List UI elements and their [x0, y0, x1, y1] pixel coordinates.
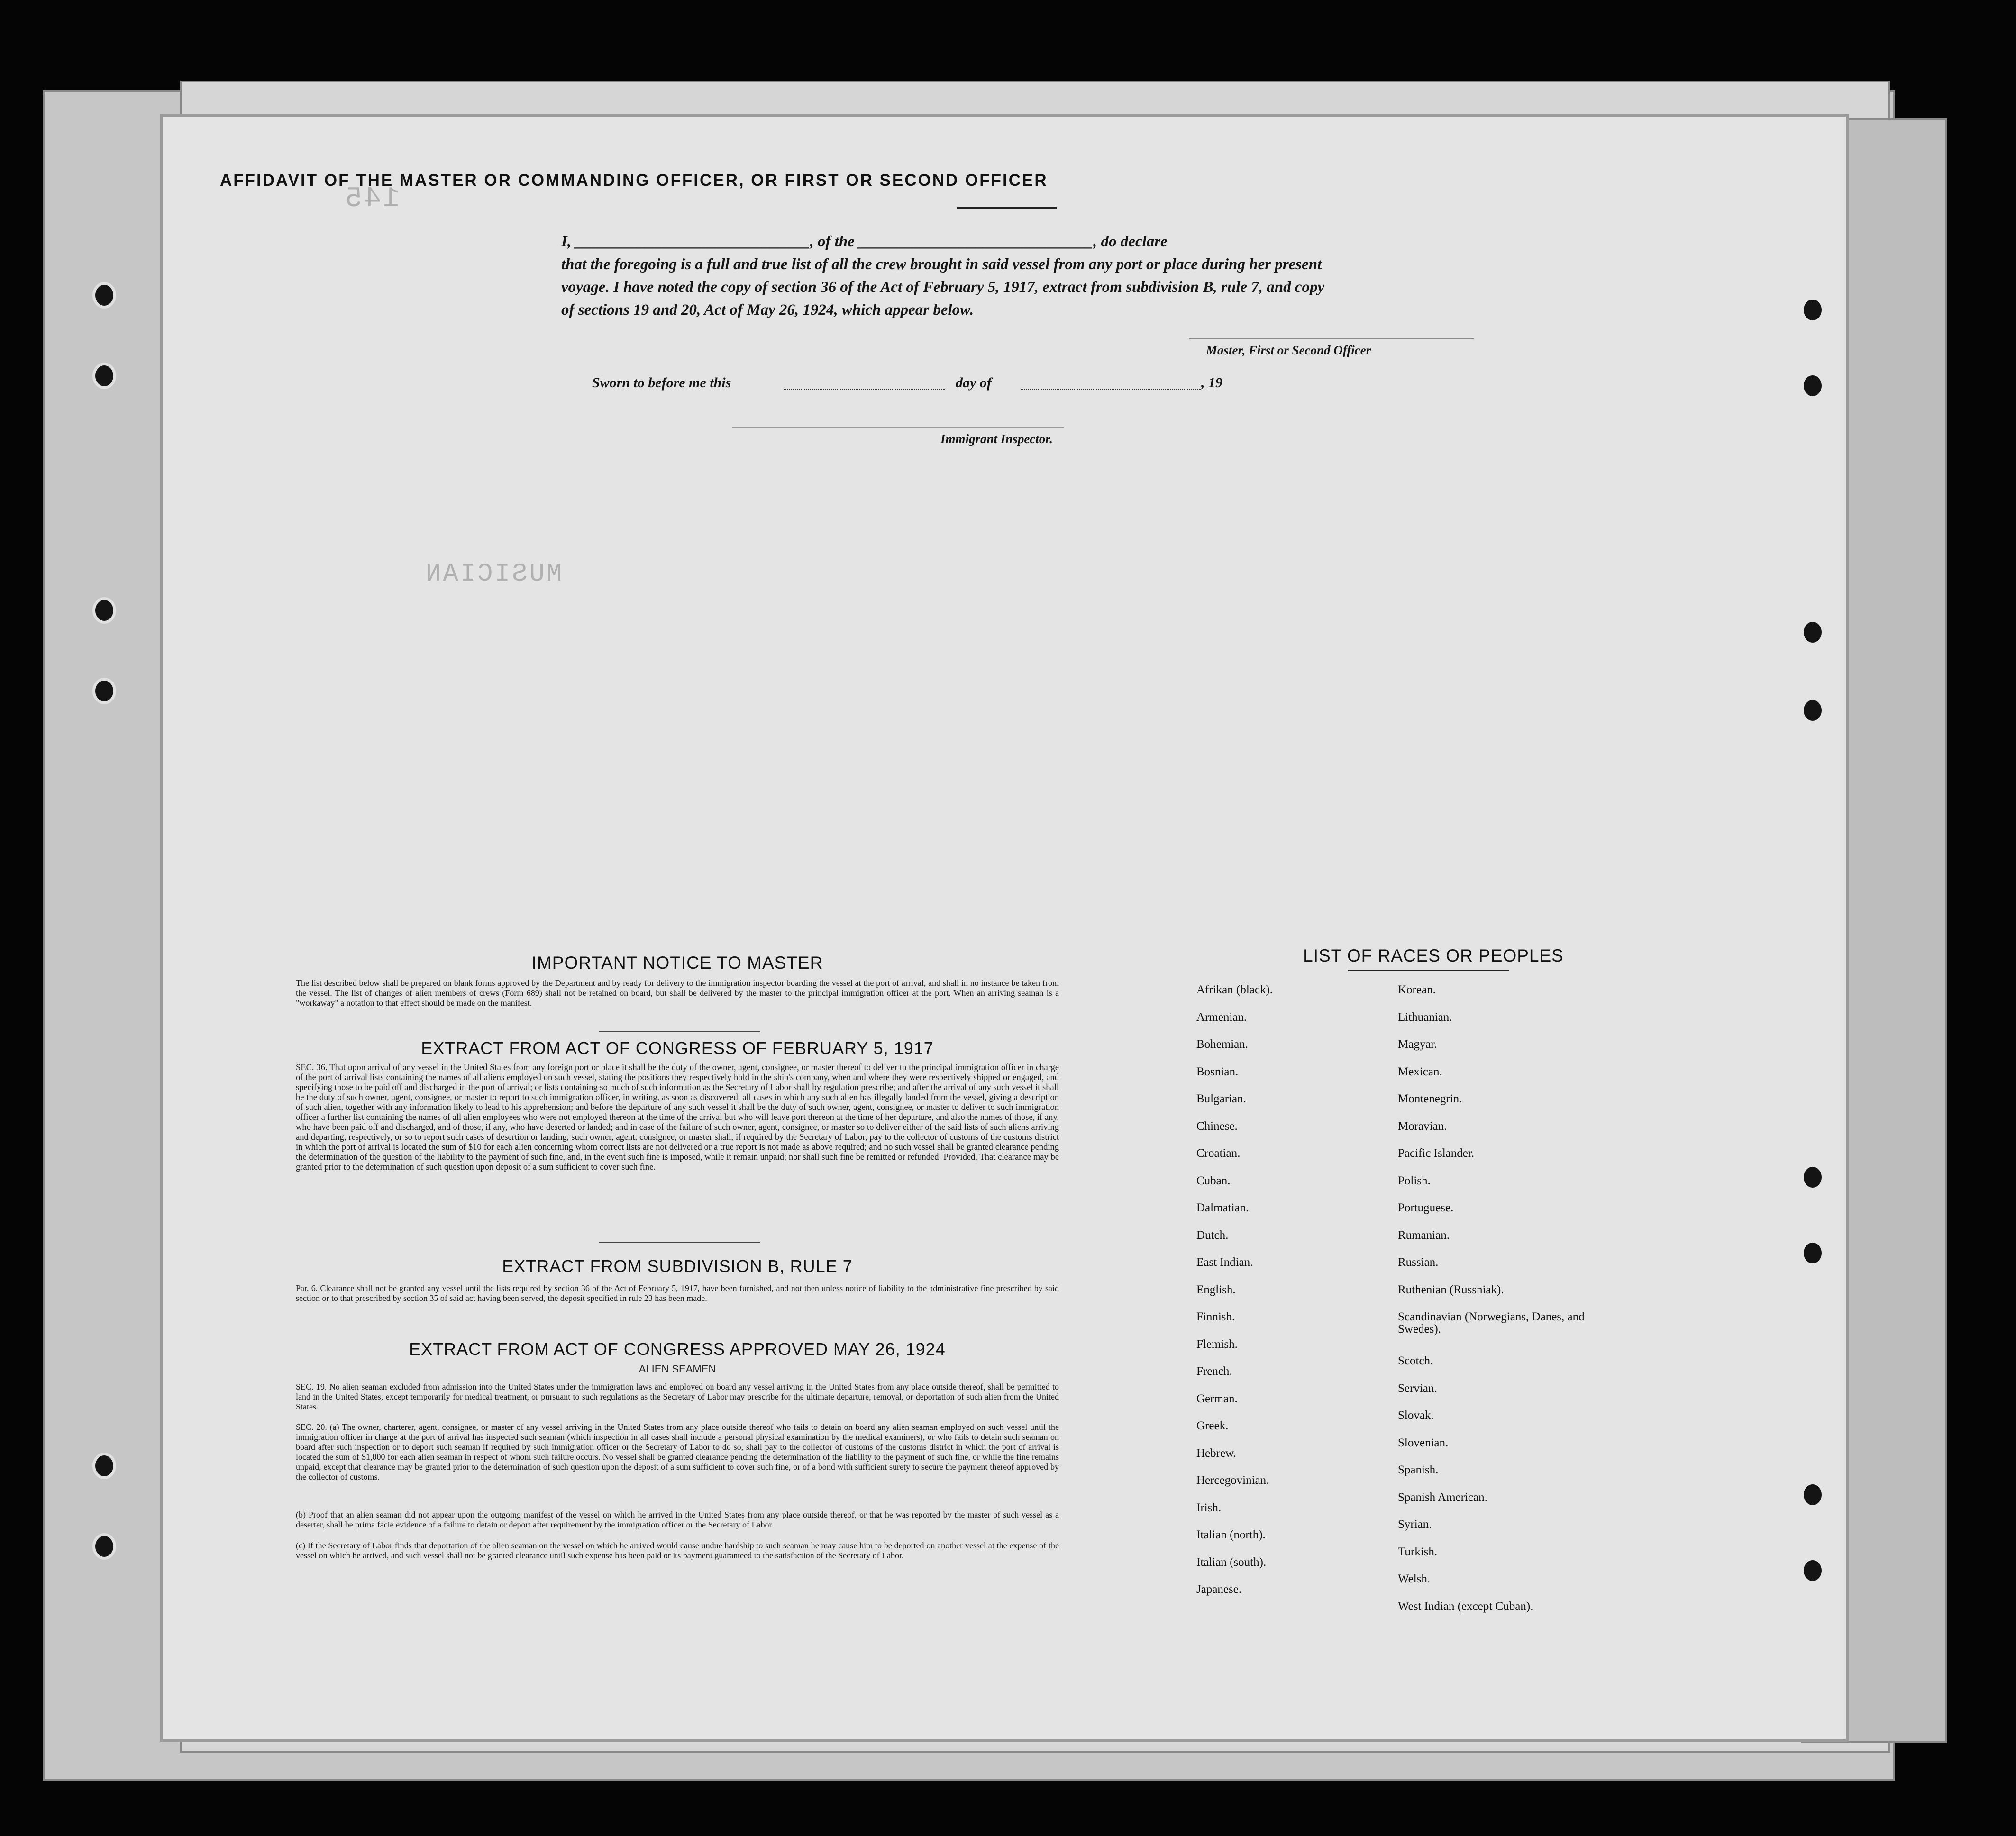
day-of-label: day of: [956, 375, 992, 391]
race-item: Mexican.: [1398, 1065, 1442, 1078]
extract-1924-title: EXTRACT FROM ACT OF CONGRESS APPROVED MAY 26, 1924: [409, 1339, 946, 1359]
sworn-day-blank: [784, 375, 945, 390]
binder-hole-icon: [92, 678, 116, 704]
race-item: Slovak.: [1398, 1409, 1434, 1422]
race-item: Welsh.: [1398, 1572, 1431, 1585]
inspector-label: Immigrant Inspector.: [940, 432, 1053, 446]
binder-hole-icon: [1801, 373, 1824, 399]
binder-hole-icon: [1801, 619, 1824, 645]
race-item: Scotch.: [1398, 1354, 1433, 1367]
binder-hole-icon: [92, 1453, 116, 1479]
declaration-line-4: of sections 19 and 20, Act of May 26, 1924, which appear below.: [561, 301, 974, 318]
race-item: Chinese.: [1196, 1119, 1238, 1133]
extract-1917-divider: [599, 1242, 760, 1243]
extract-rule7-body: Par. 6. Clearance shall not be granted any vessel until the lists required by section 36 of the Act of February 5, 1917, have been furnished, and not then unless notice of liability to the administrative fine prescribed by said section or to that prescribed by section 35 of said act having been served, the deposit specified in rule 23 has been made.: [296, 1283, 1059, 1303]
race-item: French.: [1196, 1365, 1232, 1378]
race-item: Armenian.: [1196, 1010, 1247, 1024]
bleed-through-page-number: 145: [343, 183, 401, 215]
race-item: Lithuanian.: [1398, 1010, 1452, 1024]
inspector-signature-line: [732, 427, 1064, 428]
race-item: Bosnian.: [1196, 1065, 1239, 1078]
extract-rule7-title: EXTRACT FROM SUBDIVISION B, RULE 7: [502, 1256, 853, 1276]
binder-hole-icon: [92, 597, 116, 624]
race-item: Hebrew.: [1196, 1446, 1236, 1460]
race-item: Servian.: [1398, 1382, 1437, 1395]
binder-hole-icon: [1801, 1557, 1824, 1584]
race-item: Hercegovinian.: [1196, 1474, 1269, 1487]
manifest-page: [160, 114, 1849, 1742]
affidavit-title-rule: [957, 207, 1057, 209]
race-item: Magyar.: [1398, 1038, 1437, 1051]
races-title-rule: [1348, 970, 1509, 971]
race-item: English.: [1196, 1283, 1236, 1296]
binder-hole-icon: [92, 363, 116, 389]
races-left-column: [1196, 984, 1386, 1611]
declaration-line-1: I, ______________________________, of the ______________________________, do declare: [561, 233, 1168, 250]
race-item: Bulgarian.: [1196, 1092, 1246, 1105]
year-prefix: , 19: [1201, 375, 1222, 391]
race-item: Finnish.: [1196, 1310, 1235, 1323]
race-item: Dalmatian.: [1196, 1201, 1249, 1214]
race-item: Ruthenian (Russniak).: [1398, 1283, 1504, 1296]
race-item: Dutch.: [1196, 1228, 1229, 1242]
extract-1924-sec20a: SEC. 20. (a) The owner, charterer, agent, consignee, or master of any vessel arriving in the United States from any place outside thereof who fails to detain on board any alien seaman employed on such vessel until the immigration officer in charge at the port of arrival has inspected such seaman (which inspection in all cases shall include a personal physical examination by the medical examiners), or who fails to detain such seaman on board after such inspection or to deport such seaman if required by such immigration officer or the Secretary of Labor to do so, shall pay to the collector of customs of the customs district in which the port of arrival is located the sum of $1,000 for each alien seaman in respect of whom such failure occurs. No vessel shall be granted clearance pending the determination of the liability to the payment of such fine, or while the fine remains unpaid, except that clearance may be granted prior to the determination of such question upon the deposit of a sum sufficient to cover such fine, or of a bond with sufficient surety to secure the payment thereof approved by the collector of customs.: [296, 1422, 1059, 1482]
race-item: Irish.: [1196, 1501, 1222, 1514]
race-item: Croatian.: [1196, 1147, 1241, 1160]
race-item: Montenegrin.: [1398, 1092, 1462, 1105]
sworn-month-blank: [1021, 375, 1201, 390]
extract-1924-sec20c: (c) If the Secretary of Labor finds that deportation of the alien seaman on the vessel on which he arrived would cause undue hardship to such seaman he may cause him to be deported on another vessel at the expense of the vessel on which he arrived, and such vessel shall not be granted clearance until such expense has been paid or its payment guaranteed to the satisfaction of the Secretary of Labor.: [296, 1541, 1059, 1560]
race-item: Korean.: [1398, 983, 1436, 996]
race-item: Portuguese.: [1398, 1201, 1454, 1214]
bleed-through-word: MUSICIAN: [424, 560, 562, 589]
binder-hole-icon: [92, 282, 116, 309]
race-item: Russian.: [1398, 1256, 1439, 1269]
race-item: West Indian (except Cuban).: [1398, 1600, 1533, 1613]
race-item: Japanese.: [1196, 1583, 1242, 1596]
binder-hole-icon: [1801, 697, 1824, 724]
notice-body: The list described below shall be prepared on blank forms approved by the Department and by ready for delivery to the immigration inspector boarding the vessel at the port of arrival, and shall in no instance be taken from the vessel. The list of changes of alien members of crews (Form 689) shall not be retained on board, but shall be delivered by the master to the principal immigration officer at the port. When an arriving seaman is a "workaway" a notation to that effect should be made on the manifest.: [296, 978, 1059, 1008]
race-item: Moravian.: [1398, 1119, 1447, 1133]
race-item: Spanish.: [1398, 1463, 1439, 1476]
races-right-column: [1398, 984, 1597, 1627]
race-item: Scandinavian (Norwegians, Danes, and Swedes).: [1398, 1310, 1585, 1336]
declaration-line-2: that the foregoing is a full and true list of all the crew brought in said vessel from any port or place during her present: [561, 256, 1322, 273]
binder-hole-icon: [1801, 1240, 1824, 1266]
race-item: Afrikan (black).: [1196, 983, 1273, 996]
binder-hole-icon: [92, 1533, 116, 1560]
race-item: Polish.: [1398, 1174, 1431, 1187]
extract-1917-body: SEC. 36. That upon arrival of any vessel in the United States from any foreign port or place it shall be the duty of the owner, agent, consignee, or master thereof to deliver to the principal immigration officer in charge of the port of arrival lists containing the names of all aliens employed on such vessel, stating the positions they respectively hold in the ship's company, when and where they were respectively shipped or engaged, and specifying those to be paid off and discharged in the port of arrival; or lists containing so much of such information as the Secretary of Labor shall by regulation prescribe; and after the arrival of any such vessel it shall be the duty of such owner, agent, consignee, or master to report to such immigration officer, in writing, as soon as discovered, all cases in which any such alien has illegally landed from the vessel, giving a description of such alien, together with any information likely to lead to his apprehension; and before the departure of any such vessel it shall be the duty of such owner, agent, consignee, or master to deliver to such immigration officer a further list containing the names of all alien employees who were not employed thereon at the time of the arrival but who will leave port thereon at the time of her departure, and also the names of those, if any, who have been paid off and discharged, and of those, if any, who have deserted or landed; and in case of the failure of such owner, agent, consignee, or master so to deliver either of the said lists of such aliens arriving and departing, respectively, or so to report such cases of desertion or landing, such owner, agent, consignee, or master shall, if required by the Secretary of Labor, pay to the collector of customs of the customs district in which the port of arrival is located the sum of $10 for each alien concerning whom correct lists are not delivered or a true report is not made as above required; and no such vessel shall be granted clearance pending the determination of the question of the liability to the payment of such fine, and, in the event such fine is imposed, while it remain unpaid; nor shall such fine be remitted or refunded: Provided, That clearance may be granted prior to the determination of such question upon deposit of a sum sufficient to cover such fine.: [296, 1063, 1059, 1172]
notice-title: IMPORTANT NOTICE TO MASTER: [531, 953, 823, 973]
extract-1924-subtitle: ALIEN SEAMEN: [639, 1363, 716, 1375]
affidavit-title: AFFIDAVIT OF THE MASTER OR COMMANDING OFFICER, OR FIRST OR SECOND OFFICER: [220, 171, 1048, 190]
race-item: German.: [1196, 1392, 1238, 1405]
race-item: Syrian.: [1398, 1518, 1432, 1531]
binder-hole-icon: [1801, 1482, 1824, 1508]
race-item: Italian (south).: [1196, 1555, 1267, 1569]
race-item: Slovenian.: [1398, 1436, 1449, 1449]
extract-1924-sec20b: (b) Proof that an alien seaman did not appear upon the outgoing manifest of the vessel on which he arrived in the United States from any place outside thereof, or that he was reported by the master of such vessel as a deserter, shall be prima facie evidence of a failure to detain or deport after requirement by the immigration officer or the Secretary of Labor.: [296, 1510, 1059, 1529]
race-item: Greek.: [1196, 1419, 1229, 1432]
race-item: Turkish.: [1398, 1545, 1438, 1558]
race-item: Cuban.: [1196, 1174, 1231, 1187]
race-item: Spanish American.: [1398, 1491, 1487, 1504]
extract-1917-title: EXTRACT FROM ACT OF CONGRESS OF FEBRUARY 5, 1917: [421, 1038, 934, 1058]
extract-1924-sec19: SEC. 19. No alien seaman excluded from admission into the United States under the immigration laws and employed on board any vessel arriving in the United States from any place outside thereof, shall be permitted to land in the United States, except temporarily for medical treatment, or pursuant to such regulations as the Secretary of Labor may prescribe for the ultimate departure, removal, or deportation of such alien from the United States.: [296, 1382, 1059, 1411]
races-title: LIST OF RACES OR PEOPLES: [1303, 946, 1564, 965]
race-item: Flemish.: [1196, 1337, 1238, 1351]
notice-divider: [599, 1031, 760, 1032]
race-item: Rumanian.: [1398, 1228, 1450, 1242]
master-signature-line: [1189, 338, 1474, 339]
master-label: Master, First or Second Officer: [1206, 343, 1371, 357]
affidavit-declaration: [561, 230, 1410, 321]
race-item: Italian (north).: [1196, 1528, 1266, 1541]
declaration-line-3: voyage. I have noted the copy of section 36 of the Act of February 5, 1917, extract from subdivision B, rule 7, and copy: [561, 279, 1325, 296]
race-item: Pacific Islander.: [1398, 1147, 1475, 1160]
race-item: East Indian.: [1196, 1256, 1253, 1269]
race-item: Bohemian.: [1196, 1038, 1249, 1051]
binder-hole-icon: [1801, 1164, 1824, 1191]
binder-hole-icon: [1801, 297, 1824, 323]
sworn-text: Sworn to before me this: [592, 375, 731, 391]
